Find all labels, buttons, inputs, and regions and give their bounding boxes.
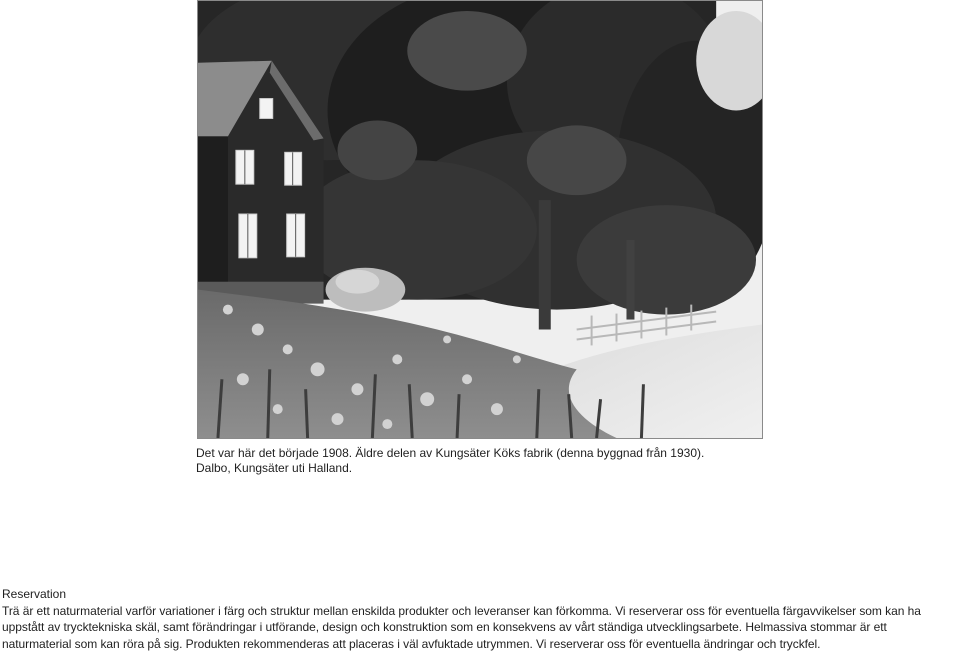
caption-line: Det var här det började 1908. Äldre delen av Kungsäter Köks fabrik (denna byggnad från 1930). <box>196 446 796 461</box>
caption-line: Dalbo, Kungsäter uti Halland. <box>196 461 796 476</box>
photo-caption <box>196 446 796 476</box>
tree-trunk <box>626 240 634 320</box>
factory-photo <box>197 0 763 439</box>
reservation-section <box>2 586 958 652</box>
reservation-body: Trä är ett naturmaterial varför variationer i färg och struktur mellan enskilda produkter och leveranser kan förkomma. Vi reserverar oss för eventuella färgavvikelser som kan ha uppstått av trycktekniska skäl, samt förändringar i utförande, design och konstruktion som en konsekvens av vårt ständiga utvecklingsarbete. Helmassiva stommar är ett naturmaterial som kan röra på sig. Produkten rekommenderas att placeras i väl avfuktade utrymmen. Vi reserverar oss för eventuella ändringar och tryckfel. <box>2 603 958 652</box>
tree-trunk <box>539 200 551 329</box>
factory-photo-illustration <box>198 1 762 438</box>
reservation-heading: Reservation <box>2 586 958 603</box>
